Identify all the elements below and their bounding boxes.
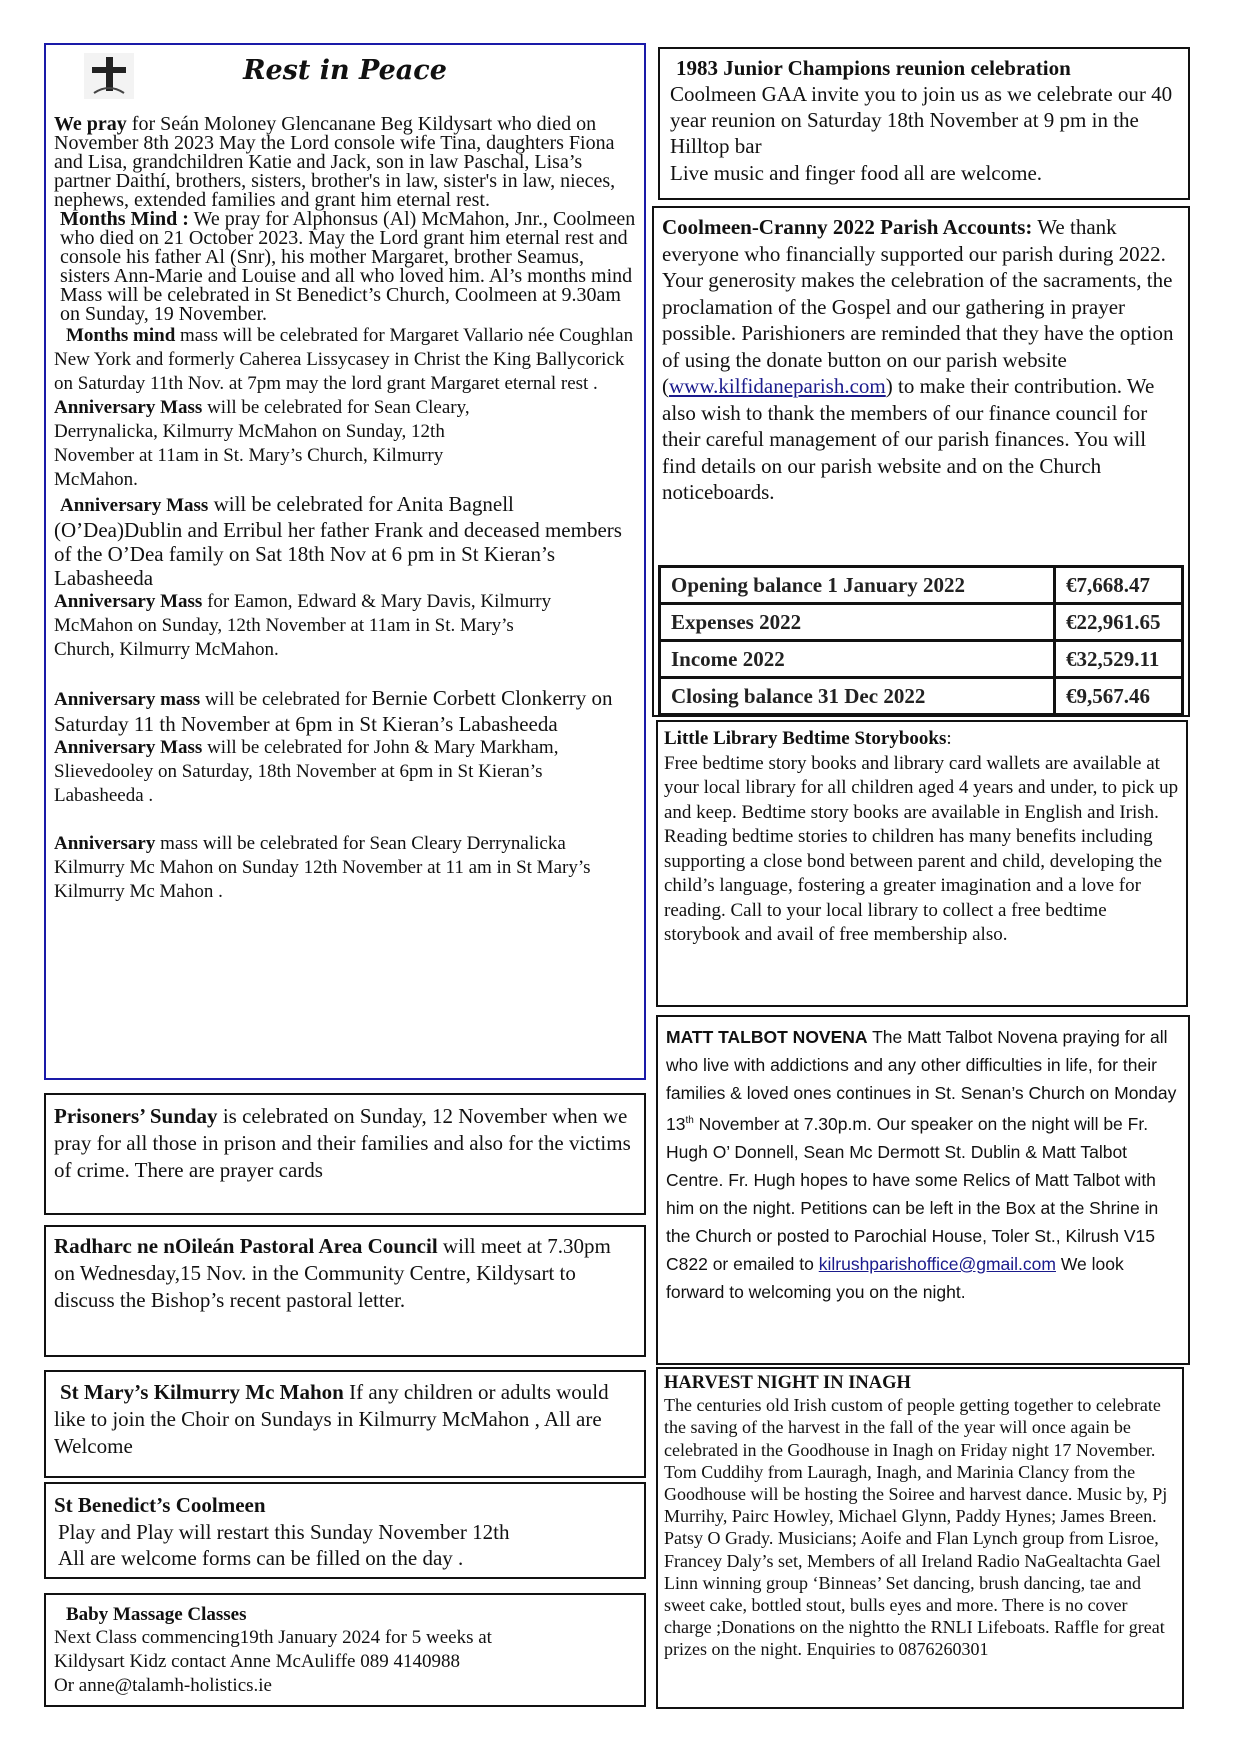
- text: for Seán Moloney Glencanane Beg Kildysart who died on November 8th 2023 May the Lord console wife Tina, daughters Fiona and Lisa, grandchildren Katie and Jack, son in law Paschal, Lisa’s partner Daithí, brothers, sisters, brother's in law, sister's in law, nieces, nephews, extended families and grant him eternal rest.: [54, 113, 616, 211]
- rip-anniversary-bernie-corbett: [54, 686, 636, 736]
- accounts-value: €32,529.11: [1055, 641, 1183, 678]
- rip-anniversary-markham: [54, 736, 636, 808]
- choir-box: [44, 1370, 646, 1478]
- st-benedicts-line-2: All are welcome forms can be filled on the day .: [58, 1546, 464, 1570]
- little-library-text: [664, 727, 1180, 948]
- rip-anniversary-sean-cleary-2: [54, 832, 636, 904]
- text: We pray for Alphonsus (Al) McMahon, Jnr., Coolmeen who died on 21 October 2023. May the Lord grant him eternal rest and console his father Al (Snr), his mother Margaret, brother Seamus, sisters Ann-Marie and Louise and all who loved him. Al’s months mind Mass will be celebrated in St Benedict’s Church, Coolmeen at 9.30am on Sunday, 19 November.: [60, 208, 636, 325]
- pastoral-council-text: [54, 1233, 614, 1314]
- parish-website-link[interactable]: www.kilfidaneparish.com: [669, 374, 886, 398]
- accounts-value: €22,961.65: [1055, 604, 1183, 641]
- label-matt-talbot-novena: MATT TALBOT NOVENA: [666, 1027, 868, 1047]
- label-pastoral-council: Radharc ne nOileán Pastoral Area Council: [54, 1234, 438, 1258]
- rip-anniversary-sean-cleary: [54, 396, 494, 492]
- reunion-line-2: Live music and finger food all are welcome.: [670, 161, 1043, 185]
- text: for Eamon, Edward & Mary Davis, Kilmurry McMahon on Sunday, 12th November at 11am in St. Mary’s Church, Kilmurry McMahon.: [54, 591, 552, 660]
- parish-office-email-link[interactable]: kilrushparishoffice@gmail.com: [818, 1253, 1056, 1274]
- prisoners-sunday-text: [54, 1103, 636, 1184]
- label-anniversary-mass: Anniversary mass: [54, 689, 201, 710]
- label-anniversary-mass: Anniversary Mass: [54, 397, 203, 418]
- baby-massage-line-2: Kildysart Kidz contact Anne McAuliffe 089 4140988: [54, 1651, 460, 1672]
- text: ) to make their contribution. We also wish to thank the members of our finance council for their careful management of our parish finances. You will find details on our parish website and on the Church noticeboards.: [662, 374, 1155, 504]
- text: Bernie Corbett Clonkerry on Saturday 11 th November at 6pm in St Kieran’s Labasheeda: [54, 686, 613, 736]
- pastoral-council-box: [44, 1225, 646, 1357]
- accounts-row: [660, 641, 1183, 678]
- harvest-text: The centuries old Irish custom of people getting together to celebrate the saving of the harvest in the fall of the year will once again be celebrated in the Goodhouse in Inagh on Friday night 17 November. Tom Cuddihy from Lauragh, Inagh, and Marinia Clancy from the Goodhouse will be hosting the Soiree and harvest dance. Music by, Pj Murrihy, Pairc Howley, Michael Glynn, Paddy Hynes; James Breen. Patsy O Grady. Musicians; Aoife and Flan Lynch group from Lisroe, Francey Daly’s set, Members of all Ireland Radio NaGealtachta Gael Linn winning group ‘Binneas’ Set dancing, brush dancing, tae and sweet cake, bottled stout, bulls eyes and more. There is no cover charge ;Donations on the nightto the RNLI Lifeboats. Raffle for great prizes on the night. Enquiries to 0876260301: [664, 1395, 1168, 1660]
- text: We look forward to welcoming you on the night.: [666, 1253, 1124, 1302]
- rip-sean-moloney: [54, 115, 636, 210]
- accounts-row: [660, 678, 1183, 715]
- text: Free bedtime story books and library card wallets are available at your local library for all children aged 4 years and under, to pick up and keep. Bedtime story books are available in English and Irish. Reading bedtime stories to children has many benefits including supporting a close bond between parent and child, developing the child’s language, fostering a greater imagination and a love for reading. Call to your local library to collect a free bedtime storybook and avail of free membership also.: [664, 752, 1179, 945]
- st-benedicts-box: [44, 1482, 646, 1579]
- text: November at 7.30p.m. Our speaker on the night will be Fr. Hugh O’ Donnell, Sean Mc Dermott St. Dublin & Matt Talbot Centre. Fr. Hugh hopes to have some Relics of Matt Talbot with him on the night. Petitions can be left in the Box at the Shrine in the Church or posted to Parochial House, Toler St., Kilrush V15 C822 or emailed to: [666, 1113, 1159, 1274]
- rip-anniversary-anita-bagnell: [54, 492, 636, 590]
- text: is celebrated on Sunday, 12 November when we pray for all those in prison and their families and also for the victims of crime. There are prayer cards: [54, 1104, 631, 1182]
- text: will meet at 7.30pm on Wednesday,15 Nov. in the Community Centre, Kildysart to discuss the Bishop’s recent pastoral letter.: [54, 1234, 611, 1312]
- prisoners-sunday-box: [44, 1093, 646, 1215]
- st-benedicts-title: St Benedict’s Coolmeen: [54, 1493, 266, 1517]
- parish-accounts-text: [662, 214, 1180, 506]
- text: will be celebrated for: [200, 689, 372, 710]
- parish-accounts-box: [652, 206, 1190, 717]
- baby-massage-title: Baby Massage Classes: [66, 1604, 247, 1625]
- rip-months-mind-al: [54, 210, 636, 324]
- label-anniversary-mass: Anniversary Mass: [54, 737, 203, 758]
- label-months-mind: Months Mind :: [60, 208, 189, 230]
- st-benedicts-line-1: Play and Play will restart this Sunday November 12th: [58, 1520, 510, 1544]
- colon: :: [946, 728, 952, 749]
- choir-text: [54, 1379, 636, 1460]
- rip-anniversary-davis: [54, 590, 574, 662]
- accounts-label: Opening balance 1 January 2022: [660, 567, 1055, 604]
- label-prisoners-sunday: Prisoners’ Sunday: [54, 1104, 218, 1128]
- accounts-row: [660, 567, 1183, 604]
- text: mass will be celebrated for Sean Cleary Derrynalicka Kilmurry Mc Mahon on Sunday 12th November at 11 am in St Mary’s Kilmurry Mc Mahon .: [54, 833, 591, 902]
- accounts-label: Closing balance 31 Dec 2022: [660, 678, 1055, 715]
- label-parish-accounts: Coolmeen-Cranny 2022 Parish Accounts:: [662, 215, 1033, 239]
- text: If any children or adults would like to join the Choir on Sundays in Kilmurry McMahon , All are Welcome: [54, 1380, 609, 1458]
- accounts-value: €9,567.46: [1055, 678, 1183, 715]
- reunion-text: Coolmeen GAA invite you to join us as we celebrate our 40 year reunion on Saturday 18th November at 9 pm in the Hilltop bar: [670, 82, 1173, 158]
- baby-massage-box: [44, 1593, 646, 1707]
- text: mass will be celebrated for Margaret Vallario née Coughlan New York and formerly Caherea Lissycasey in Christ the King Ballycorick on Saturday 11th Nov. at 7pm may the lord grant Margaret eternal rest .: [54, 325, 634, 394]
- little-library-box: [656, 720, 1188, 1007]
- label-anniversary: Anniversary: [54, 833, 156, 854]
- label-we-pray: We pray: [54, 113, 127, 135]
- accounts-table: [658, 565, 1184, 716]
- matt-talbot-novena-box: [656, 1015, 1190, 1365]
- label-st-marys: St Mary’s Kilmurry Mc Mahon: [60, 1380, 344, 1404]
- accounts-label: Expenses 2022: [660, 604, 1055, 641]
- baby-massage-line-1: Next Class commencing19th January 2024 for 5 weeks at: [54, 1627, 492, 1648]
- harvest-night-box: [656, 1367, 1184, 1709]
- text: The Matt Talbot Novena praying for all who live with addictions and any other difficulties in life, for their families & loved ones continues in St. Senan’s Church on Monday 13: [666, 1027, 1177, 1134]
- text: We thank everyone who financially supported our parish during 2022. Your generosity makes the celebration of the sacraments, the proclamation of the Gospel and our gathering in prayer possible. Parishioners are reminded that they have the option of using the donate button on our parish website (: [662, 215, 1174, 398]
- label-anniversary-mass: Anniversary Mass: [54, 591, 203, 612]
- accounts-row: [660, 604, 1183, 641]
- label-months-mind: Months mind: [66, 325, 176, 346]
- text: will be celebrated for Anita Bagnell (O’Dea)Dublin and Erribul her father Frank and deceased members of the O’Dea family on Sat 18th Nov at 6 pm in St Kieran’s Labasheeda: [54, 492, 622, 590]
- baby-massage-email[interactable]: Or anne@talamh-holistics.ie: [54, 1675, 272, 1696]
- reunion-title: 1983 Junior Champions reunion celebration: [676, 56, 1071, 80]
- accounts-value: €7,668.47: [1055, 567, 1183, 604]
- label-little-library: Little Library Bedtime Storybooks: [664, 728, 947, 749]
- text: will be celebrated for Sean Cleary, Derrynalicka, Kilmurry McMahon on Sunday, 12th November at 11am in St. Mary’s Church, Kilmurry McMahon.: [54, 397, 470, 490]
- reunion-box: [658, 47, 1190, 200]
- label-anniversary-mass: Anniversary Mass: [60, 495, 209, 516]
- rip-title: Rest in Peace: [243, 55, 447, 86]
- rest-in-peace-box: [44, 43, 646, 1080]
- accounts-label: Income 2022: [660, 641, 1055, 678]
- novena-text: [666, 1023, 1180, 1306]
- harvest-title: HARVEST NIGHT IN INAGH: [664, 1373, 911, 1393]
- superscript: th: [685, 1115, 694, 1126]
- text: will be celebrated for John & Mary Markham, Slievedooley on Saturday, 18th November at 6pm in St Kieran’s Labasheeda .: [54, 737, 559, 806]
- rip-months-mind-margaret: [44, 324, 636, 396]
